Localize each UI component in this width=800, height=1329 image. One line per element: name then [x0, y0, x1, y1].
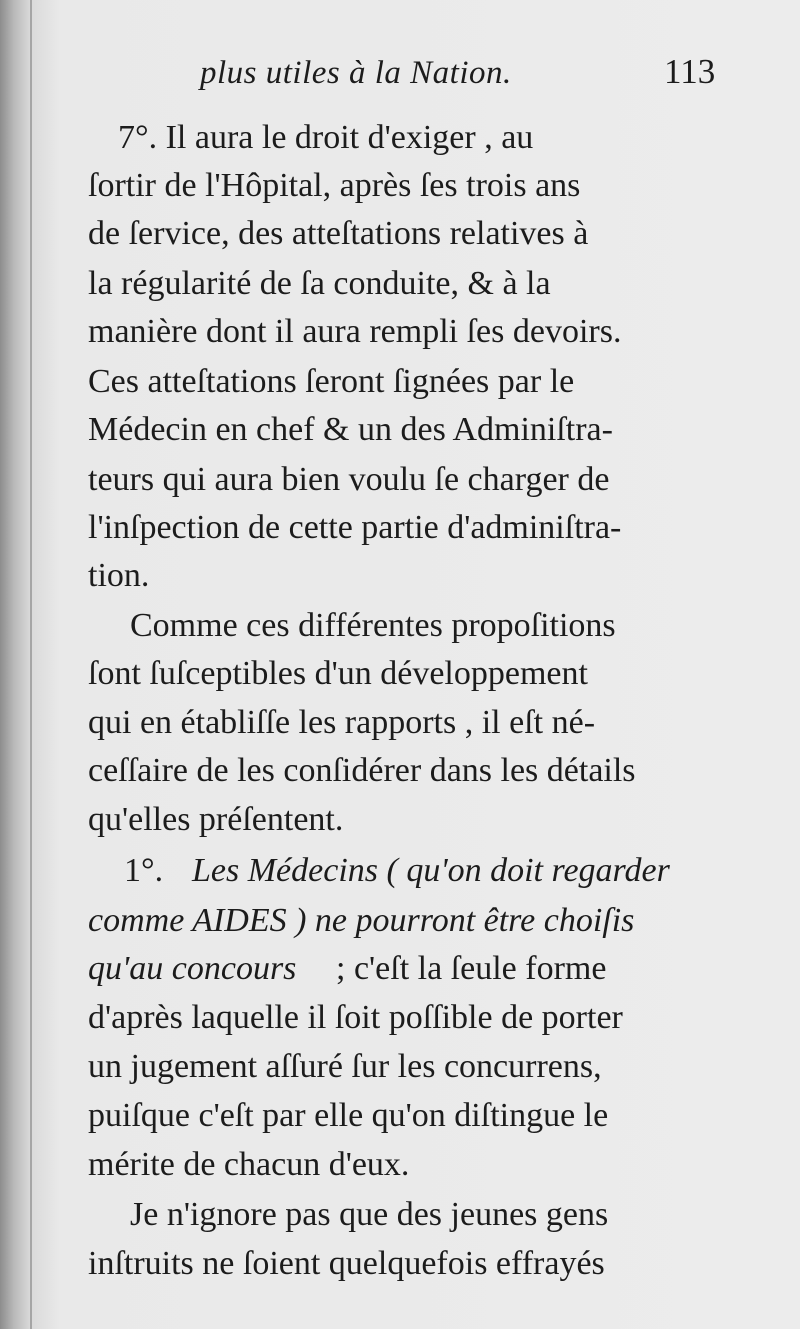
running-title: plus utiles à la Nation.	[200, 55, 512, 91]
text-line: Comme ces différentes propoſitions	[130, 607, 616, 644]
text-line: inſtruits ne ſoient quelquefois effrayés	[88, 1245, 605, 1282]
text-line: puiſque c'eſt par elle qu'on diſtingue le	[88, 1097, 609, 1134]
text-line: Je n'ignore pas que des jeunes gens	[130, 1196, 609, 1233]
text-line: Médecin en chef & un des Adminiſtra-	[88, 411, 613, 448]
text-line: Ces atteſtations ſeront ſignées par le	[88, 363, 575, 400]
text-line: qui en établiſſe les rapports , il eſt né-	[88, 704, 596, 741]
text-line: comme AIDES ) ne pourront être choiſis	[88, 902, 635, 939]
text-line: mérite de chacun d'eux.	[88, 1146, 410, 1183]
text-line: qu'elles préſentent.	[88, 801, 344, 838]
text-line: 7°. Il aura le droit d'exiger , au	[118, 119, 534, 156]
text-line: 1°. Les Médecins ( qu'on doit regarder	[0, 845, 800, 897]
text-line: ceſſaire de les conſidérer dans les détails	[88, 752, 636, 789]
text-line: teurs qui aura bien voulu ſe charger de	[88, 461, 610, 498]
text-line: manière dont il aura rempli ſes devoirs.	[88, 313, 622, 350]
text-line: ſont ſuſceptibles d'un développement	[88, 655, 588, 692]
text-line: ſortir de l'Hôpital, après ſes trois ans	[88, 167, 581, 204]
page-number: 113	[664, 52, 716, 91]
text-line: un jugement aſſuré ſur les concurrens,	[88, 1048, 602, 1085]
text-line: la régularité de ſa conduite, & à la	[88, 265, 551, 302]
text-line: d'après laquelle il ſoit poſſible de porter	[88, 999, 623, 1036]
text-line: qu'au concours ; c'eſt la ſeule forme	[88, 950, 607, 987]
text-line: tion.	[88, 557, 150, 594]
paragraph-number: 1°.	[124, 852, 164, 889]
text-line: l'inſpection de cette partie d'adminiſtra-	[88, 509, 622, 546]
text-line: de ſervice, des atteſtations relatives à	[88, 215, 589, 252]
